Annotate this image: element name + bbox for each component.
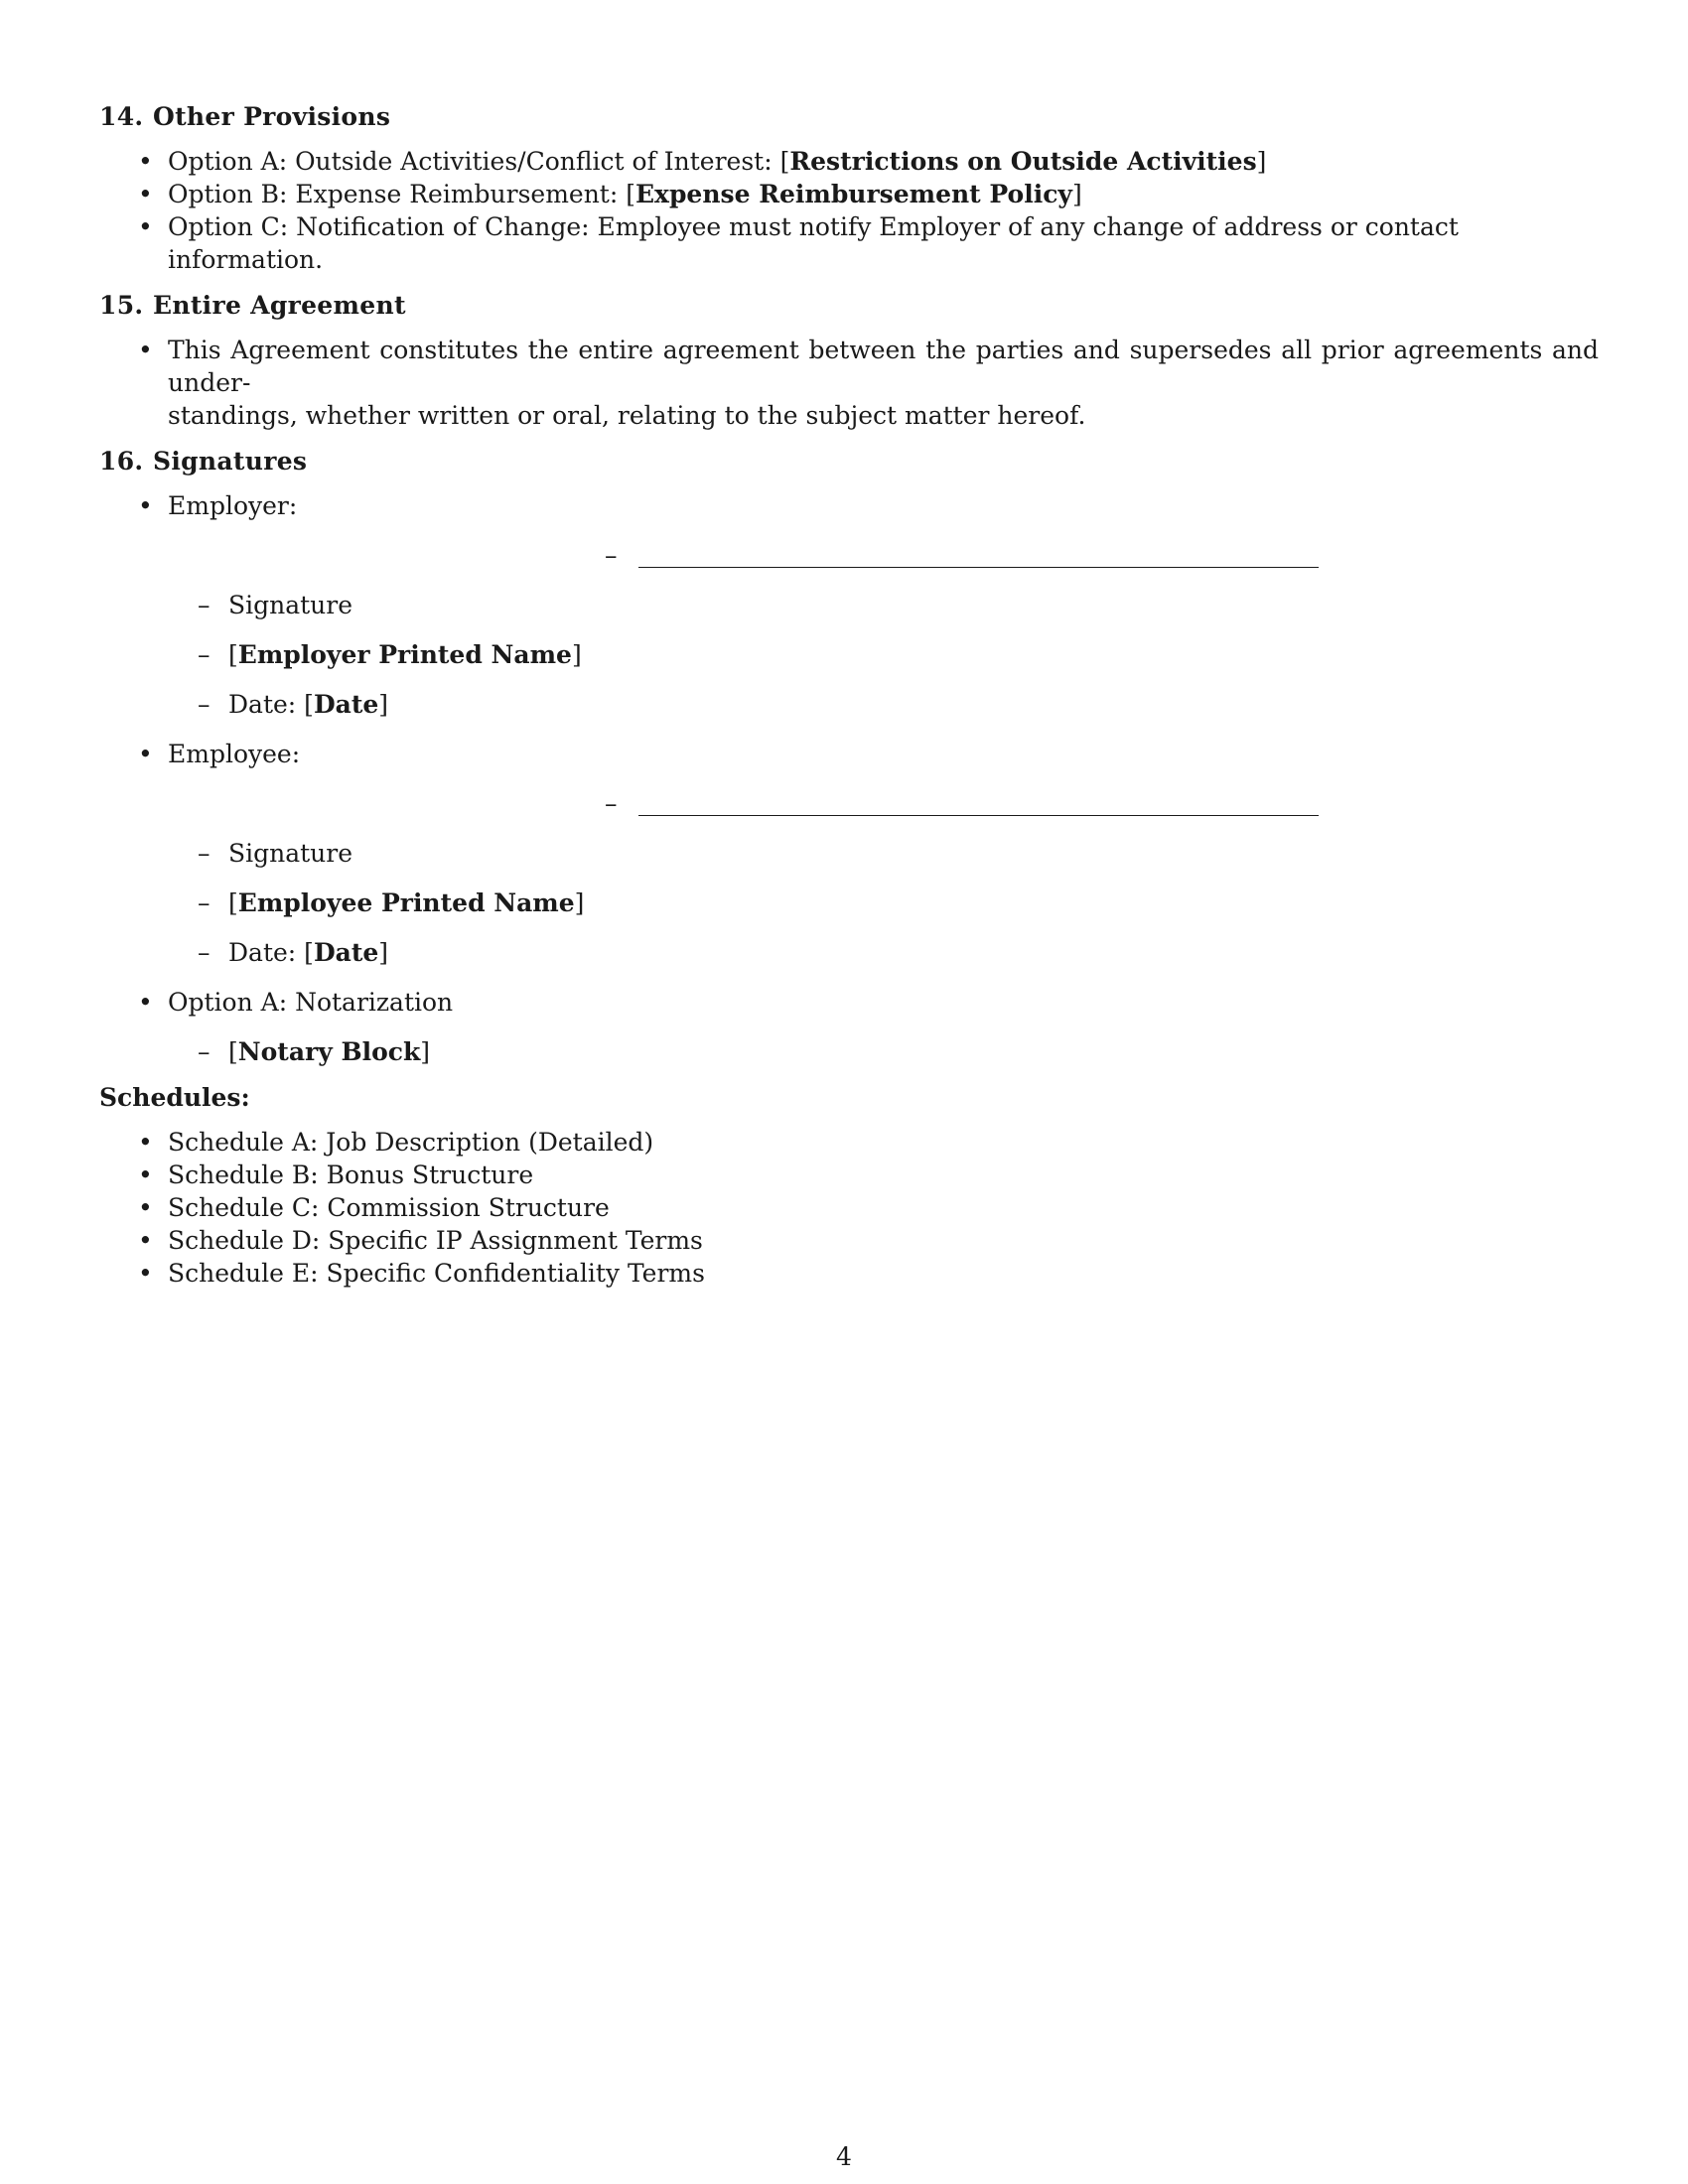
section-title: Other Provisions — [153, 102, 391, 131]
notary-block-field[interactable]: Notary Block — [237, 1037, 421, 1066]
paragraph-line: standings, whether written or oral, relating to the subject matter hereof. — [168, 401, 1086, 430]
employee-signature-line-row — [168, 787, 1599, 820]
section-number: 14. — [99, 102, 144, 131]
schedule-item: • Schedule B: Bonus Structure — [99, 1159, 1599, 1191]
employee-label: Employee: — [168, 740, 301, 768]
employer-signature-line-row — [168, 539, 1599, 572]
list-item: • Option A: Outside Activities/Conflict of Interest: [Restrictions on Outside Activities] — [99, 145, 1599, 178]
section-heading-entire-agreement — [99, 286, 1599, 326]
section-number: 16. — [99, 447, 144, 476]
list-item: – [Notary Block] — [168, 1035, 1599, 1068]
date-label: Date: — [228, 690, 305, 719]
section-title: Entire Agreement — [153, 291, 406, 320]
list-item: – Date: [Date] — [168, 936, 1599, 969]
schedule-item: • Schedule D: Specific IP Assignment Terms — [99, 1224, 1599, 1257]
list-item: – [Employer Printed Name] — [168, 638, 1599, 671]
entire-agreement-list — [99, 334, 1599, 432]
placeholder-field: Restrictions on Outside Activities — [789, 147, 1257, 176]
employee-details-list — [168, 837, 1599, 969]
section-number: 15. — [99, 291, 144, 320]
schedule-item: • Schedule C: Commission Structure — [99, 1191, 1599, 1224]
list-item — [99, 210, 1599, 276]
paragraph-line: • This Agreement constitutes the entire agreement between the parties and supersedes all prior agreements and under- — [168, 336, 1599, 397]
list-item: • Option B: Expense Reimbursement: [Expense Reimbursement Policy] — [99, 178, 1599, 210]
page-content — [99, 97, 1599, 1299]
employee-signature-block — [99, 738, 1599, 969]
item-text: Option C: Notification of Change: Employee must notify Employer of any change of address or contact information. — [168, 212, 1459, 274]
dash-marker: – — [605, 541, 618, 570]
employer-signature-block — [99, 489, 1599, 721]
employer-signature-line[interactable] — [638, 567, 1319, 568]
list-item: – Signature — [168, 837, 1599, 870]
employee-printed-name-field[interactable]: Employee Printed Name — [237, 888, 575, 917]
schedules-heading: Schedules: — [99, 1083, 250, 1112]
item-text: Option B: Expense Reimbursement: — [168, 180, 627, 208]
list-item: – Signature — [168, 589, 1599, 621]
dash-marker: – — [605, 789, 618, 818]
employee-date-field[interactable]: Date — [313, 938, 379, 967]
employer-date-field[interactable]: Date — [313, 690, 379, 719]
date-label: Date: — [228, 938, 305, 967]
item-text: Option A: Outside Activities/Conflict of Interest: — [168, 147, 780, 176]
notarization-block — [99, 986, 1599, 1068]
notarization-details-list — [168, 1035, 1599, 1068]
schedule-item: • Schedule A: Job Description (Detailed) — [99, 1126, 1599, 1159]
section-title: Signatures — [153, 447, 308, 476]
list-item — [99, 334, 1599, 432]
notarization-label: Option A: Notarization — [168, 988, 454, 1017]
schedule-item: • Schedule E: Specific Confidentiality Terms — [99, 1257, 1599, 1290]
section-heading-signatures — [99, 442, 1599, 481]
page-number: 4 — [836, 2142, 852, 2171]
employer-details-list — [168, 589, 1599, 721]
schedules-list — [99, 1126, 1599, 1290]
other-provisions-list — [99, 145, 1599, 276]
list-item: – Date: [Date] — [168, 688, 1599, 721]
section-heading-other-provisions — [99, 97, 1599, 137]
placeholder-field: Expense Reimbursement Policy — [634, 180, 1072, 208]
list-item: – [Employee Printed Name] — [168, 887, 1599, 919]
employee-signature-line[interactable] — [638, 815, 1319, 816]
employer-label: Employer: — [168, 491, 298, 520]
employer-printed-name-field[interactable]: Employer Printed Name — [237, 640, 572, 669]
signatures-list — [99, 489, 1599, 1068]
